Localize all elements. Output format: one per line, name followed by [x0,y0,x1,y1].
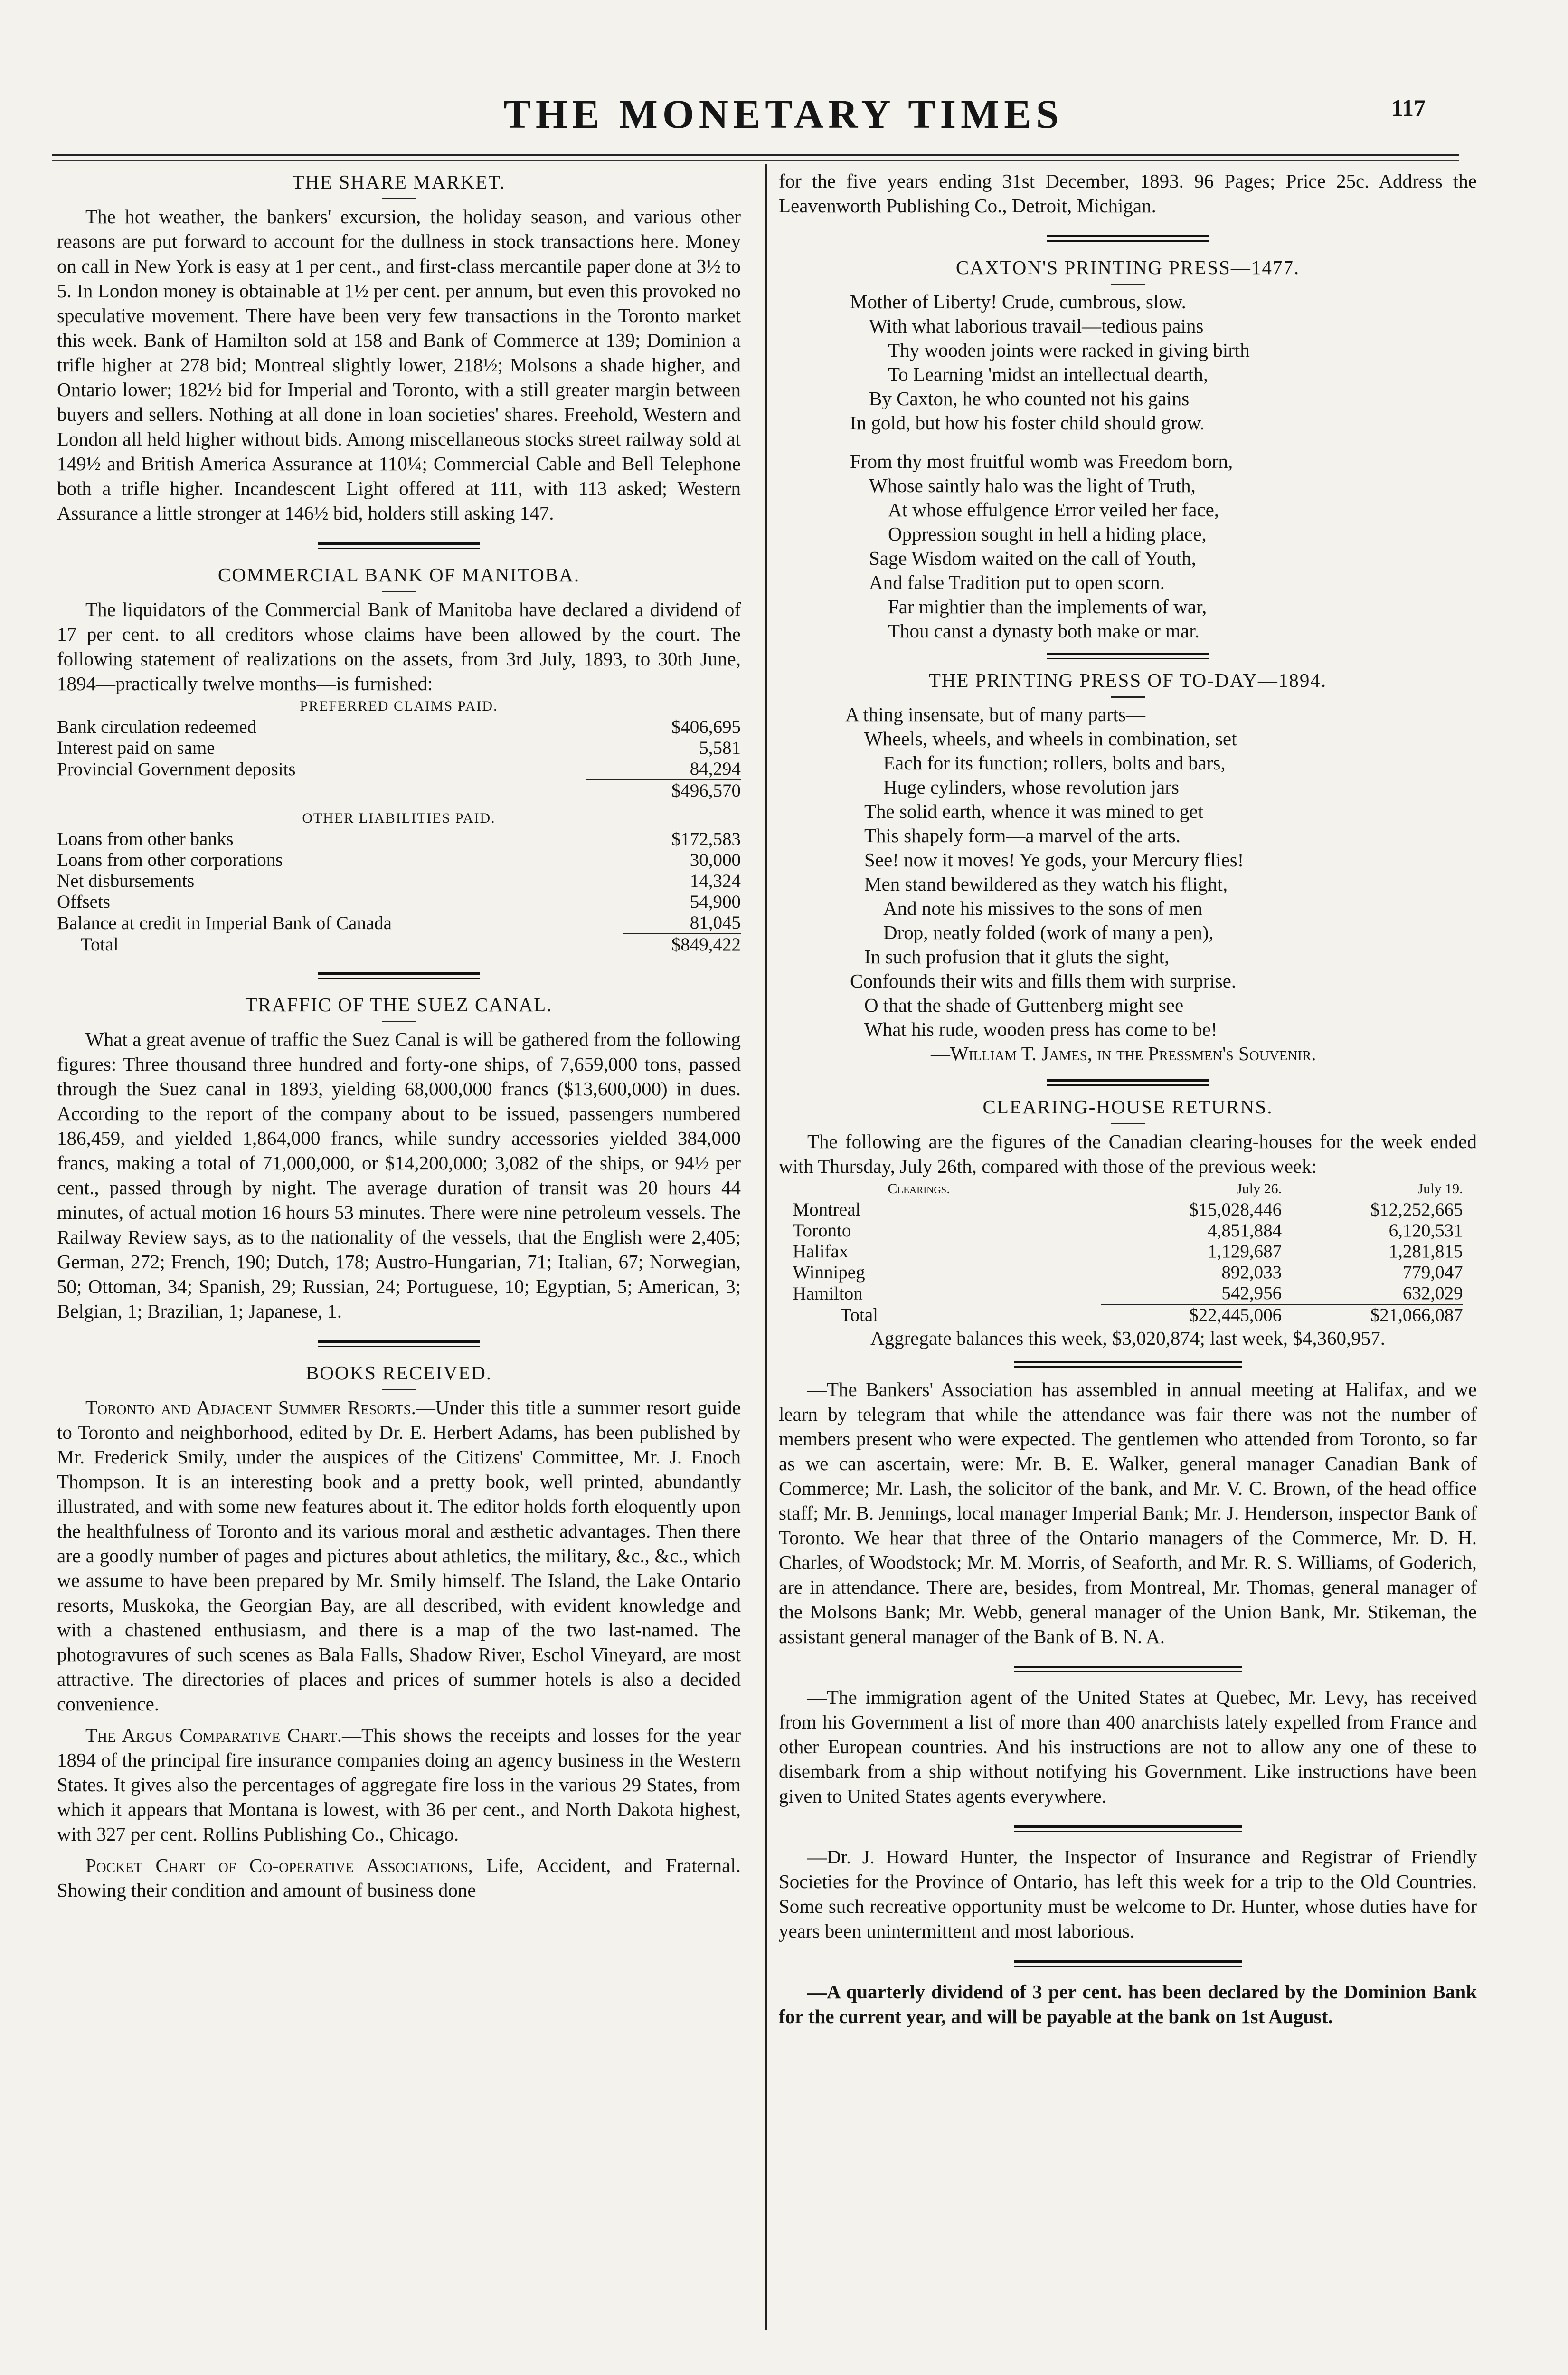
caxton-poem [779,254,1477,643]
other-liabilities-title: OTHER LIABILITIES PAID. [302,810,496,826]
poem-line: Wheels, wheels, and wheels in combination, set [864,728,1237,750]
poem-line: This shapely form—a marvel of the arts. [864,825,1181,846]
page-header [0,90,1568,142]
row-amount: 84,294 [690,759,741,779]
table-header-row [793,1178,1463,1199]
poem-line: And false Tradition put to open scorn. [869,571,1165,593]
total-value: $22,445,006 [1101,1304,1282,1326]
poem-line: Drop, neatly folded (work of many a pen), [883,922,1214,943]
poem-line: By Caxton, he who counted not his gains [869,388,1190,409]
value-cell: 4,851,884 [1208,1220,1282,1241]
preferred-total: $496,570 [586,780,741,801]
total-value: $21,066,087 [1282,1304,1463,1326]
page-number: 117 [1391,95,1426,121]
column-header: July 19. [1417,1181,1463,1197]
value-cell: $12,252,665 [1370,1199,1463,1220]
value-cell: 1,281,815 [1389,1241,1463,1262]
table-row [793,1283,1463,1304]
poem-line: Oppression sought in hell a hiding place, [888,523,1207,545]
short-rule [382,198,416,200]
poem-line: Men stand bewildered as they watch his flight, [864,873,1228,895]
column-divider [765,164,767,2330]
stanza-break [850,435,1477,449]
poem-line: In gold, but how his foster child should grow. [850,412,1205,434]
suez-article [57,991,741,1323]
section-divider [1047,235,1209,242]
share-market-article [57,169,741,525]
section-divider [1014,1666,1242,1672]
row-amount: $172,583 [671,829,741,849]
column-header: Clearings. [888,1181,950,1197]
short-rule [382,1389,416,1390]
row-amount: 30,000 [690,850,741,870]
manitoba-heading: COMMERCIAL BANK OF MANITOBA. [217,564,580,586]
suez-text: What a great avenue of traffic the Suez Canal is will be gathered from the following figures: Three thousand three hundred and forty-one ships, of 7,659,000 tons, passed through the Suez canal in 1893, yielding 68,000,000 francs ($13,600,000) in dues. According to the report of the company about to be issued, passengers numbered 186,459, and yielded 1,864,000 francs, while sundry accessories yielded 384,000 francs, making a total of 71,000,000, or $14,200,000; 3,082 of the ships, or 94½ per cent., passed through by night. The average duration of transit was 20 hours 44 minutes, of actual motion 16 hours 53 minutes. There were nine petroleum vessels. The Railway Review says, as to the nationality of the vessels, that the English were 2,405; German, 272; French, 190; Dutch, 178; Austro-Hungarian, 71; Italian, 67; Norwegian, 50; Ottoman, 34; Spanish, 29; Russian, 24; Portuguese, 10; Egyptian, 5; American, 3; Belgian, 1; Brazilian, 1; Japanese, 1. [57,1028,741,1322]
row-amount: 5,581 [699,738,741,758]
books-entry-pocket [57,1853,741,1902]
poem-line: Whose saintly halo was the light of Truth, [869,475,1196,496]
city-cell: Toronto [793,1220,851,1241]
section-divider [318,542,480,549]
caxton-heading: CAXTON'S PRINTING PRESS—1477. [955,256,1300,278]
poem-line: Thy wooden joints were racked in giving birth [888,339,1250,361]
table-row [57,717,741,738]
poem-line: Far mightier than the implements of war, [888,596,1207,618]
value-cell: 1,129,687 [1208,1241,1282,1262]
share-market-text: The hot weather, the bankers' excursion, the holiday season, and various other reasons are put forward to account for the dullness in stock transactions here. Money on call in New York is easy at 1 per cent., and first-class mercantile paper done at 3½ to 5. In London money is obtainable at 1½ per cent. per annum, but even this provoked no speculative movement. There have been very few transactions in the Toronto market this week. Bank of Hamilton sold at 158 and Bank of Commerce at 139; Dominion a trifle higher at 278 bid; Montreal slightly lower, 218½; Molsons a shade higher, and Ontario lower; 182½ bid for Imperial and Toronto, with a still greater margin between buyers and sellers. Nothing at all done in loan societies' shares. Freehold, Western and London all held higher without bids. Among miscellaneous stocks street railway sold at 149½ and British America Assurance at 110¼; Commercial Cable and Bell Telephone both a trifle higher. Incandescent Light offered at 111, with 113 asked; Western Assurance a little stronger at 146½ bid, holders still asking 147. [57,206,741,524]
books-entry-argus [57,1723,741,1846]
table-row-total [793,1304,1463,1326]
city-cell: Halifax [793,1241,849,1262]
row-label: Bank circulation redeemed [57,717,257,737]
poem-line: To Learning 'midst an intellectual dearth, [888,363,1208,385]
row-amount: 14,324 [690,871,741,891]
section-divider [318,972,480,979]
poem-line: With what laborious travail—tedious pains [869,315,1204,337]
short-rule [1111,1123,1145,1124]
table-row [793,1220,1463,1241]
poem-line: At whose effulgence Error veiled her face, [888,499,1219,521]
books-entry-resorts [57,1395,741,1716]
value-cell: 632,029 [1402,1283,1463,1303]
row-amount: 81,045 [690,912,741,933]
manitoba-text: The liquidators of the Commercial Bank of Manitoba have declared a dividend of 17 per cent. to all creditors whose claims have been allowed by the court. The following statement of realizations on the assets, from 3rd July, 1893, to 30th June, 1894—practically twelve months—is furnished: [57,598,741,694]
table-row [57,759,741,780]
dividend-item: —A quarterly dividend of 3 per cent. has been declared by the Dominion Bank for the current year, and will be payable at the bank on 1st August. [779,1981,1477,2027]
city-cell: Winnipeg [793,1262,865,1282]
row-label: Offsets [57,892,110,912]
books-article [57,1359,741,1902]
immigration-item: —The immigration agent of the United States at Quebec, Mr. Levy, has received from his Government a list of more than 400 anarchists lately expelled from France and other European countries. And his instructions are not to allow any one of these to disembark from a ship without notifying his Government. Like instructions have been given to United States agents everywhere. [779,1686,1477,1807]
poem-line: The solid earth, whence it was mined to get [864,800,1203,822]
short-rule [1111,284,1145,285]
table-row [793,1241,1463,1262]
entry-title: Pocket Chart of Co-operative Associations, [85,1854,473,1876]
books-heading: BOOKS RECEIVED. [305,1362,492,1384]
table-row [57,829,741,850]
header-rule [52,154,1459,156]
table-row [793,1262,1463,1283]
hunter-item: —Dr. J. Howard Hunter, the Inspector of Insurance and Registrar of Friendly Societies for the Province of Ontario, has left this week for a trip to the Old Countries. Some such recreative opportunity must be welcome to Dr. Hunter, whose duties have for years been unintermittent and most laborious. [779,1846,1477,1942]
clearing-table [793,1178,1463,1326]
table-row [57,850,741,871]
short-rule [382,591,416,592]
value-cell: 892,033 [1221,1262,1282,1282]
row-amount: 54,900 [690,892,741,912]
today-heading: THE PRINTING PRESS OF TO-DAY—1894. [928,669,1327,691]
table-row [57,738,741,759]
city-cell: Montreal [793,1199,861,1220]
poem-line: From thy most fruitful womb was Freedom born, [850,450,1233,472]
row-label: Interest paid on same [57,738,215,758]
poem-attribution: —William T. James, in the Pressmen's Souvenir. [931,1043,1316,1064]
entry-title: Toronto and Adjacent Summer Resorts. [85,1396,416,1418]
row-amount: $406,695 [671,717,741,737]
preferred-claims-title: PREFERRED CLAIMS PAID. [300,698,498,714]
poem-line: And note his missives to the sons of men [883,897,1202,919]
row-label: Provincial Government deposits [57,759,296,779]
section-divider [1014,1361,1242,1368]
total-label: Total [840,1305,878,1325]
row-label: Loans from other banks [57,829,234,849]
poem-line: A thing insensate, but of many parts— [845,703,1145,725]
column-header: July 26. [1237,1181,1282,1197]
entry-text: —This shows the receipts and losses for the year 1894 of the principal fire insurance companies doing an agency business in the Western States. It gives also the percentages of aggregate fire loss in the various 29 States, from which it appears that Montana is lowest, with 36 per cent., and North Dakota highest, with 327 per cent. Rollins Publishing Co., Chicago. [57,1724,741,1845]
row-label: Loans from other corporations [57,850,283,870]
value-cell: 542,956 [1221,1283,1282,1303]
section-divider [1047,1079,1209,1086]
other-liabilities-table [57,829,741,955]
clearing-text: The following are the figures of the Canadian clearing-houses for the week ended with Thursday, July 26th, compared with those of the previous week: [779,1130,1477,1177]
today-poem [779,667,1477,1066]
poem-line: Each for its function; rollers, bolts and bars, [883,752,1226,774]
entry-title: The Argus Comparative Chart. [85,1724,342,1746]
poem-line: Mother of Liberty! Crude, cumbrous, slow. [850,291,1186,313]
poem-line: See! now it moves! Ye gods, your Mercury flies! [864,849,1244,871]
table-row [57,912,741,934]
poem-line: Confounds their wits and fills them with surprise. [850,970,1237,992]
preferred-claims-table [57,717,741,801]
poem-line: O that the shade of Guttenberg might see [864,994,1184,1016]
entry-text: Life, Accident, and Fraternal. Showing their condition and amount of business done [57,1854,741,1901]
short-rule [1111,696,1145,698]
header-rule-thin [52,160,1459,161]
section-divider [318,1340,480,1347]
section-divider [1014,1960,1242,1967]
share-market-heading: THE SHARE MARKET. [292,171,506,193]
value-cell: $15,028,446 [1189,1199,1282,1220]
bankers-item: —The Bankers' Association has assembled in annual meeting at Halifax, and we learn by telegram that while the attendance was fair there was not the number of members present who were expected. The gentlemen who attended from Toronto, so far as we can ascertain, were: Mr. B. E. Walker, general manager Canadian Bank of Commerce; Mr. Lash, the solicitor of the bank, and Mr. V. C. Brown, of the head office staff; Mr. B. Jennings, local manager Imperial Bank; Mr. J. Henderson, inspector Bank of Toronto. We hear that three of the Ontario managers of the Commerce, Mr. D. H. Charles, of Woodstock; Mr. M. Morris, of Seaforth, and Mr. R. S. Williams, of Goderich, are in attendance. There are, besides, from Montreal, Mr. Thomas, general manager of the Molsons Bank; Mr. Webb, general manager of the Union Bank, Mr. Stikeman, the assistant general manager of the Bank of B. N. A. [779,1378,1477,1647]
section-divider [1014,1825,1242,1832]
right-column [779,169,1477,2029]
table-row-total [57,934,741,955]
total-amount: $849,422 [623,934,741,955]
caxton-lines [779,290,1477,643]
table-row [793,1199,1463,1220]
table-row [57,780,741,801]
row-label: Balance at credit in Imperial Bank of Canada [57,913,392,933]
row-label: Net disbursements [57,871,195,891]
table-row [57,871,741,892]
clearing-heading: CLEARING-HOUSE RETURNS. [982,1096,1273,1118]
poem-line: Thou canst a dynasty both make or mar. [888,620,1200,642]
poem-line: Huge cylinders, whose revolution jars [883,776,1179,798]
table-row [57,892,741,912]
entry-text: —Under this title a summer resort guide to Toronto and neighborhood, edited by Dr. E. Herbert Adams, has been published by Mr. Frederick Smily, under the auspices of the Citizens' Committee, Mr. J. Enoch Thompson. It is an interesting book and a pretty book, well printed, abundantly illustrated, and with some new features about it. The editor holds forth eloquently upon the healthfulness of Toronto and its various moral and æsthetic advantages. Then there are a goodly number of pages and pictures about athletics, the military, &c., &c., which we assume to have been prepared by Mr. Smily himself. The Island, the Lake Ontario resorts, Muskoka, the Georgian Bay, are all described, with evident knowledge and with a chastened enthusiasm, and there is a map of the two last-named. The photogravures of such scenes as Bala Falls, Shadow River, Eschol Vineyard, are most attractive. The directories of places and prices of summer hotels is also a decided convenience. [57,1396,741,1715]
clearing-article [779,1093,1477,1350]
value-cell: 6,120,531 [1389,1220,1463,1241]
city-cell: Hamilton [793,1283,863,1304]
poem-line: What his rude, wooden press has come to be! [864,1018,1218,1040]
masthead-title: THE MONETARY TIMES [503,91,1064,137]
short-rule [382,1021,416,1022]
aggregate-balances: Aggregate balances this week, $3,020,874; last week, $4,360,957. [870,1327,1385,1349]
total-label: Total [81,934,119,955]
poem-line: In such profusion that it gluts the sight, [864,946,1170,968]
manitoba-article [57,561,741,955]
suez-heading: TRAFFIC OF THE SUEZ CANAL. [245,994,553,1016]
section-divider [1047,653,1209,659]
today-lines [779,703,1477,1066]
left-column [57,169,741,1902]
value-cell: 779,047 [1402,1262,1463,1282]
books-continued-text: for the five years ending 31st December, 1893. 96 Pages; Price 25c. Address the Leavenworth Publishing Co., Detroit, Michigan. [779,170,1477,217]
poem-line: Sage Wisdom waited on the call of Youth, [869,547,1196,569]
